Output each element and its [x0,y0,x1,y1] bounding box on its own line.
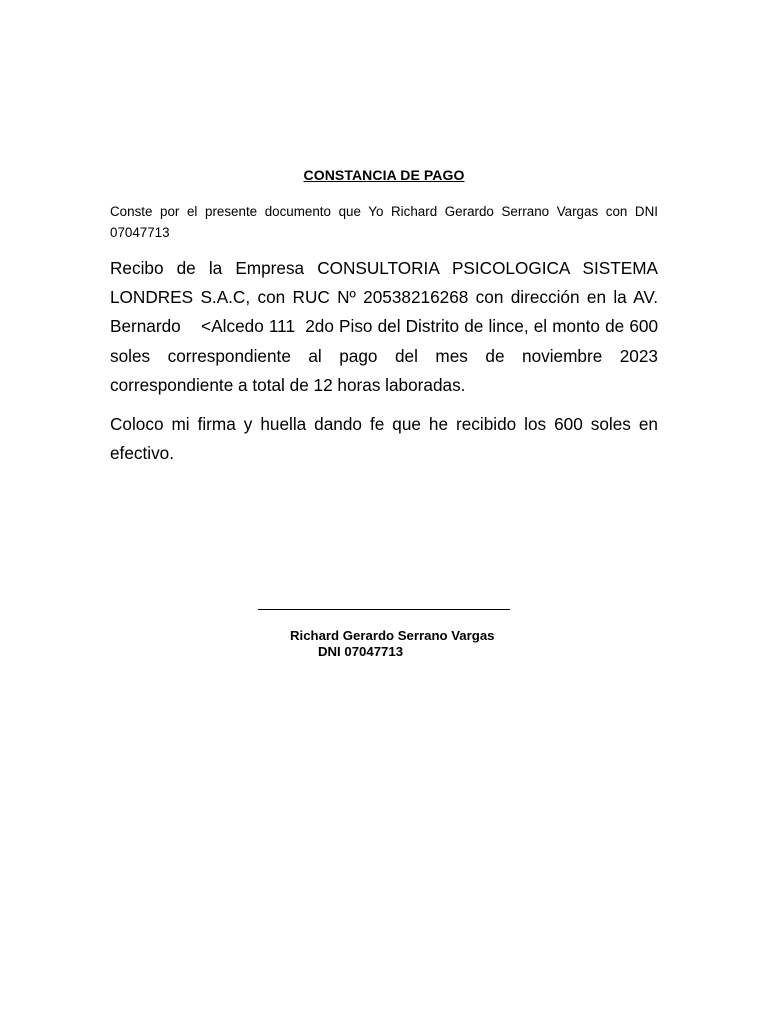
document-title: CONSTANCIA DE PAGO [303,167,465,183]
signature-statement-paragraph: Coloco mi firma y huella dando fe que he recibido los 600 soles en efectivo. [110,414,658,464]
signature-line [258,609,510,610]
receipt-paragraph: Recibo de la Empresa CONSULTORIA PSICOLOGICA SISTEMA LONDRES S.A.C, con RUC Nº 20538216268 con dirección en la AV. Bernardo <Alcedo 111 2do Piso del Distrito de lince, el monto de 600 soles correspondiente al pago del mes de noviembre 2023 correspondiente a total de 12 horas laboradas. [110,258,663,395]
intro-paragraph: Conste por el presente documento que Yo Richard Gerardo Serrano Vargas con DNI 07047713 [110,204,658,240]
signer-name: Richard Gerardo Serrano Vargas [290,628,495,643]
signer-dni: DNI 07047713 [318,644,404,659]
